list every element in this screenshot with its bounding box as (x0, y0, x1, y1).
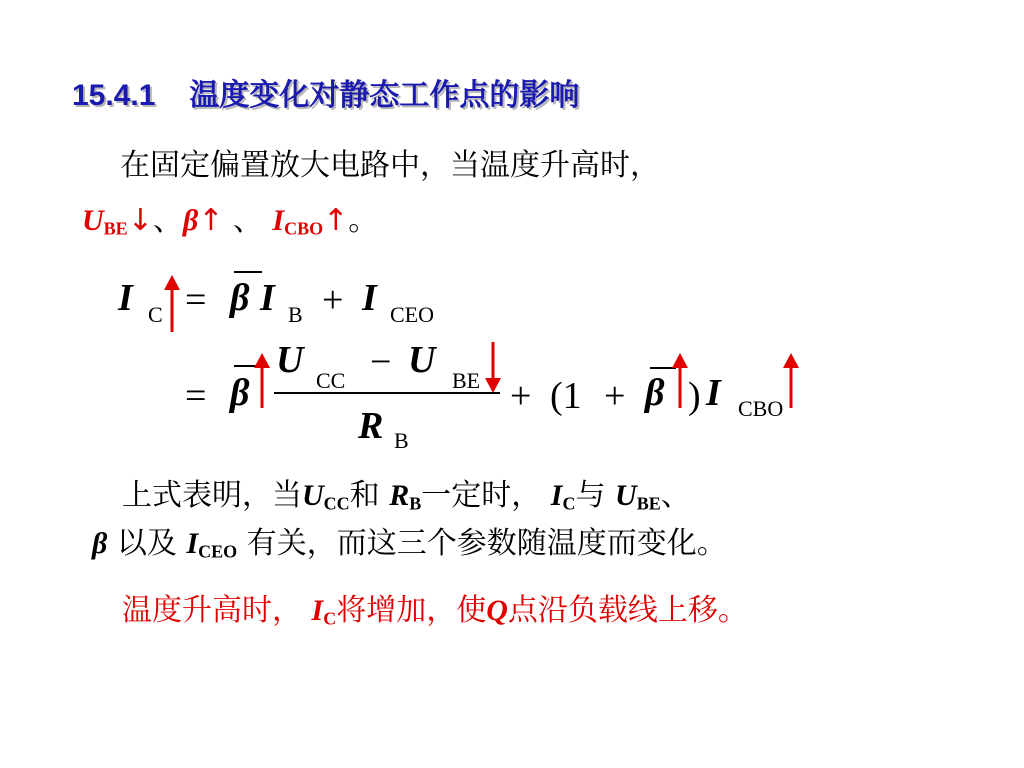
explanation-line-1: 上式表明，当$U_{CC}$和 $R_B$一定时， $I_C$与 $U_{BE}$、 (122, 478, 691, 514)
ube-subscript: BE (452, 368, 481, 393)
section-title-text: 温度变化对静态工作点的影响 (189, 78, 580, 113)
down-arrow-icon: ↓ (127, 203, 153, 238)
rb-symbol: $R_B$ (389, 479, 422, 514)
conclusion-text: 温度升高时， $I_C$将增加，使Q点沿负载线上移。 (122, 593, 748, 629)
ucc-subscript: CC (316, 368, 346, 393)
plus-sign: + (322, 279, 344, 321)
plus-sign: + (604, 375, 626, 417)
ic-subscript: C (148, 302, 163, 327)
ucc-symbol: U (276, 339, 304, 381)
icbo-symbol: $I_{CBO}$ (272, 204, 324, 239)
down-arrow-icon (485, 342, 501, 393)
beta-symbol: β (230, 372, 250, 414)
separator: 、 (152, 203, 183, 238)
minus-sign: − (370, 341, 392, 383)
equation-1 (117, 272, 434, 332)
equation-2 (185, 339, 799, 453)
ic-symbol: $I_C$ (550, 479, 576, 514)
explanation-line-2: β 以及 $I_{CEO}$ 有关，而这三个参数随温度而变化。 (92, 526, 727, 562)
one-plus-open: (1 (550, 375, 582, 417)
equals-sign: = (185, 375, 207, 417)
up-arrow-icon (164, 275, 180, 332)
rb-symbol: R (358, 405, 384, 447)
up-arrow-icon (254, 353, 270, 408)
rb-subscript: B (394, 428, 409, 453)
close-paren: ) (688, 375, 701, 417)
up-arrow-icon (783, 353, 799, 408)
ic-symbol: $I_C$ (311, 594, 337, 629)
ib-subscript: B (288, 302, 303, 327)
iceo-symbol: $I_{CEO}$ (186, 527, 238, 562)
beta-symbol: β (92, 527, 108, 560)
beta-symbol: β (645, 372, 665, 414)
ic-symbol: I (118, 277, 133, 319)
intro-text: 在固定偏置放大电路中，当温度升高时， (120, 148, 660, 183)
section-number: 15.4.1 (72, 79, 156, 112)
beta-symbol: β (230, 277, 250, 319)
up-arrow-icon: ↑ (323, 203, 349, 238)
period: 。 (348, 203, 379, 238)
ib-symbol: I (260, 277, 275, 319)
plus-sign: + (510, 375, 532, 417)
up-arrow-icon: ↑ (198, 203, 224, 238)
ube-symbol: $U_{BE}$ (615, 479, 661, 514)
up-arrow-icon (672, 353, 688, 408)
beta-symbol: β (182, 204, 199, 237)
ucc-symbol: $U_{CC}$ (302, 479, 350, 514)
equals-sign: = (185, 279, 207, 321)
ube-symbol: $U_{BE}$ (82, 204, 128, 239)
icbo-symbol: I (706, 372, 721, 414)
separator: 、 (223, 203, 273, 238)
ube-symbol: U (408, 339, 436, 381)
iceo-subscript: CEO (390, 302, 434, 327)
icbo-subscript: CBO (738, 396, 784, 421)
q-point-symbol: Q (486, 594, 508, 627)
iceo-symbol: I (362, 277, 377, 319)
